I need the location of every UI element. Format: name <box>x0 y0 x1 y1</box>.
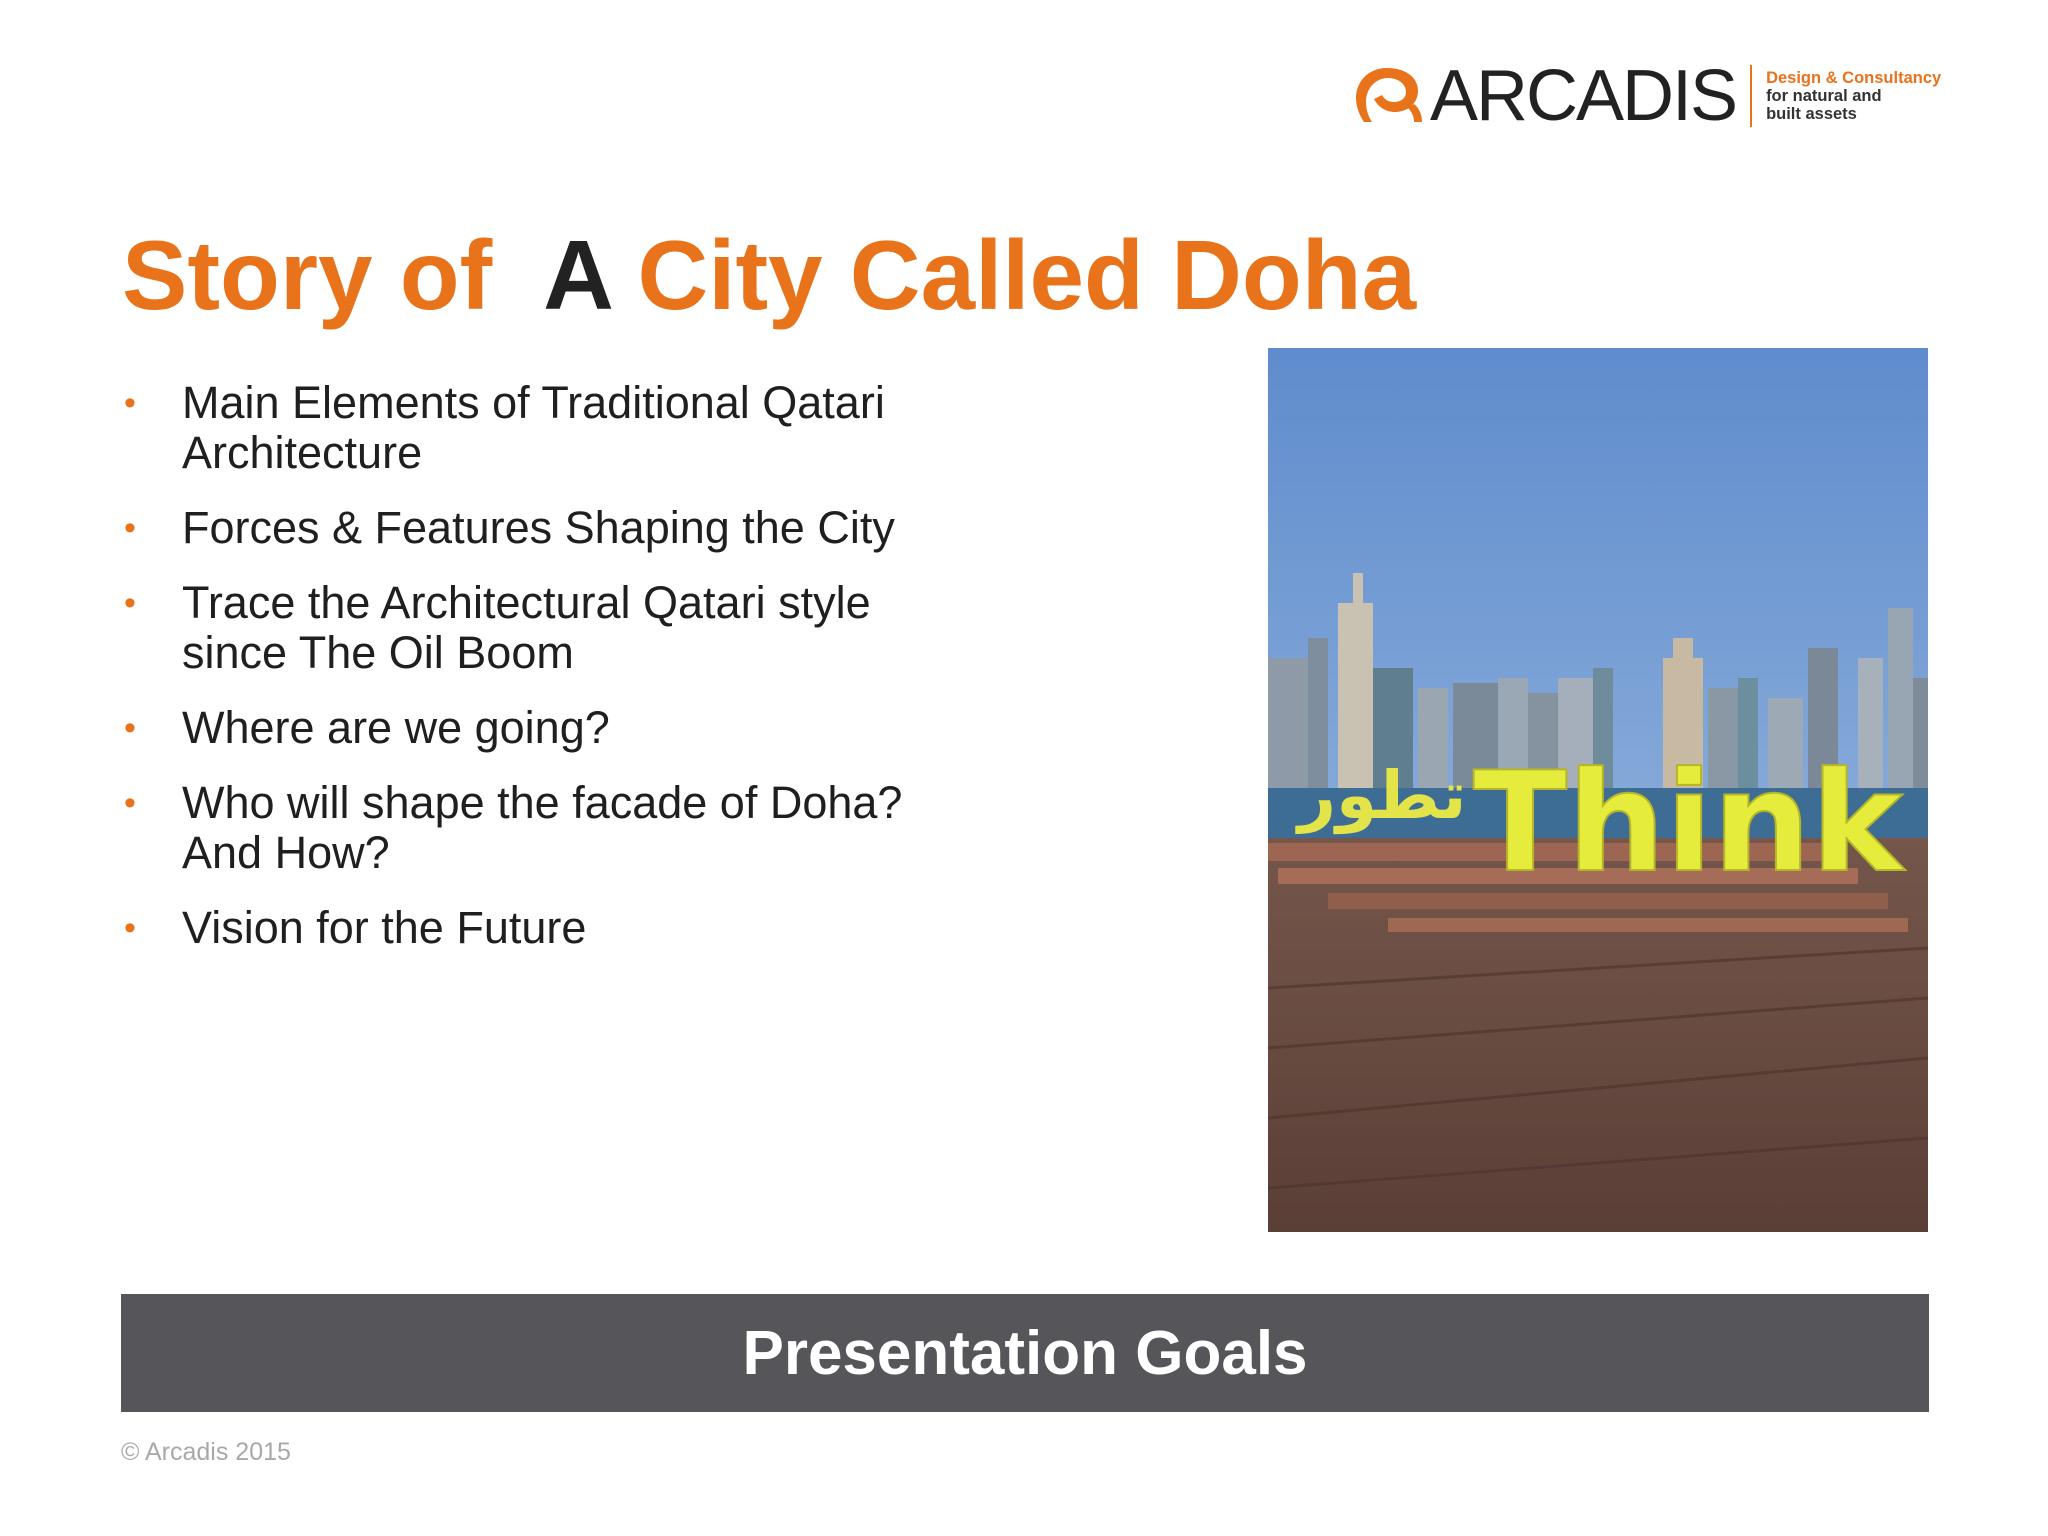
title-part-a: A <box>543 220 611 330</box>
list-item-text: Where are we going? <box>182 702 610 753</box>
bullet-icon: • <box>124 384 136 422</box>
list-item <box>122 578 982 678</box>
bullet-icon: • <box>124 784 136 822</box>
list-item <box>122 703 982 753</box>
list-item <box>122 503 982 553</box>
logo-wordmark: ARCADIS <box>1430 56 1737 136</box>
list-item <box>122 378 982 478</box>
logo-divider <box>1750 65 1752 127</box>
bullet-icon: • <box>124 709 136 747</box>
bullet-icon: • <box>124 584 136 622</box>
list-item-text: Trace the Architectural Qatari style since The Oil Boom <box>182 577 871 678</box>
logo-tagline-line2: for natural and <box>1766 87 1882 105</box>
list-item-text: Main Elements of Traditional Qatari Architecture <box>182 377 885 478</box>
doha-skyline-photo <box>1268 348 1928 1232</box>
bullet-icon: • <box>124 909 136 947</box>
list-item-text: Vision for the Future <box>182 902 587 953</box>
slide-title <box>122 222 1416 330</box>
list-item-text: Forces & Features Shaping the City <box>182 502 895 553</box>
list-item <box>122 903 982 953</box>
sign-think: Think <box>1473 742 1903 903</box>
list-item-text: Who will shape the facade of Doha? And How? <box>182 777 903 878</box>
goals-list <box>122 378 982 978</box>
title-part-story-of: Story of <box>122 220 493 330</box>
list-item <box>122 778 982 878</box>
photo-illustration <box>1268 348 1928 1232</box>
bullet-icon: • <box>124 509 136 547</box>
title-part-city: City Called Doha <box>637 220 1417 330</box>
logo-tagline-line3: built assets <box>1766 105 1857 123</box>
copyright-footer: © Arcadis 2015 <box>121 1438 291 1466</box>
sign-arabic: تطور <box>1298 757 1467 834</box>
presentation-goals-banner <box>121 1294 1929 1412</box>
banner-label: Presentation Goals <box>742 1318 1308 1388</box>
logo-tagline <box>1766 69 1941 123</box>
logo-tagline-line1: Design & Consultancy <box>1766 69 1942 87</box>
arcadis-logo <box>1352 56 1942 136</box>
arcadis-logo-icon <box>1352 64 1422 128</box>
